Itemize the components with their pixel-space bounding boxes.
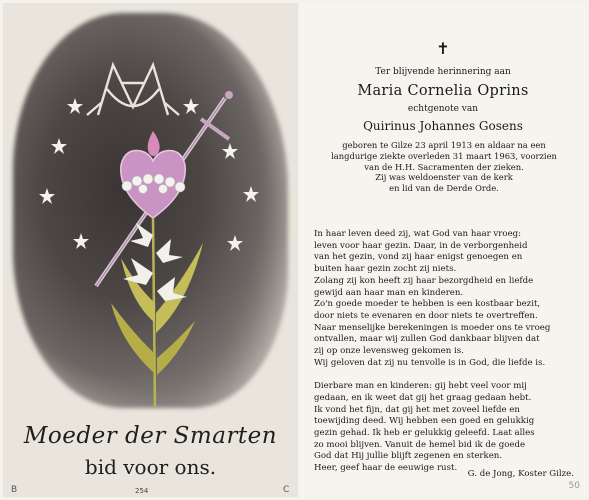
biography-line: en lid van de Derde Orde. [389,183,499,194]
flame-icon [148,131,160,156]
printer-mark-left: B [11,485,18,495]
biography-line: Zij was weldoenster van de kerk [375,172,513,183]
memorial-line: Heer, geef haar de eeuwige rust. [314,463,458,474]
memorial-line: Zolang zij kon heeft zij haar bezorgdheid en liefde [314,275,534,286]
memorial-line: Zo'n goede moeder te hebben is een kostbaar bezit, [314,299,541,310]
caption-title: Moeder der Smarten [23,423,278,449]
memorial-text-panel [300,3,586,497]
memorial-line: Naar menselijke berekeningen is moeder ons te vroeg [314,322,551,333]
star-icon [39,188,55,204]
memorial-line: Wij geloven dat zij nu tenvolle is in God, die liefde is. [314,357,546,368]
cross-icon: ✝ [436,39,450,58]
memorial-line: gewijd aan haar man en kinderen. [314,287,464,298]
star-icon [243,186,259,202]
star-icon [51,138,67,154]
biography-line: geboren te Gilze 23 april 1913 en aldaar na een [342,140,546,150]
biography-line: van de H.H. Sacramenten der zieken. [364,161,524,172]
star-icon [227,235,243,251]
caption-prayer: bid voor ons. [84,455,217,479]
printer-signature: G. de Jong, Koster Gilze. [467,469,574,479]
memorial-line: leven voor haar gezin. Daar, in de verborgenheid [314,240,528,251]
image-caption [3,423,298,479]
memorial-line: Dierbare man en kinderen: gij hebt veel voor mij [314,381,527,392]
memorial-line: zo mooi blijven. Vanuit de hemel bid ik de goede [314,439,526,450]
memorial-line: ontvallen, maar wij zullen God dankbaar blijven dat [314,334,540,345]
star-icon [222,143,238,159]
memorial-line [314,369,576,381]
memorial-line: gezin gehad. Ik heb er gelukkig geleefd. Laat alles [314,427,535,438]
remembrance-intro: Ter blijvende herinnering aan [375,67,511,77]
biography [306,140,582,194]
biography-line: langdurige ziekte overleden 31 maart 1963, voorzien [331,150,557,161]
deceased-name: Maria Cornelia Oprins [357,83,529,99]
devotional-image-panel [3,3,298,497]
memorial-line: van het gezin, vond zij haar enigst genoegen en [314,252,523,263]
star-icon [73,233,89,249]
memorial-line: door niets te evenaren en door niets te overtreffen. [314,310,538,321]
marian-monogram-icon [87,65,179,115]
memorial-line: buiten haar gezin zocht zij niets. [314,264,457,275]
memorial-line: gedaan, en ik weet dat gij het graag gedaan hebt. [314,392,532,403]
printer-mark-right: C [283,485,290,495]
memorial-line: zij op onze levensweg gekomen is. [314,346,464,357]
spouse-name: Quirinus Johannes Gosens [363,119,523,133]
print-number: 254 [135,487,149,495]
star-icon [67,98,83,114]
pencil-note: 50 [568,481,580,491]
star-icon [183,98,199,114]
memorial-line: Ik vond het fijn, dat gij het met zoveel liefde en [314,404,520,415]
memorial-line: toewijding deed. Wij hebben een goed en gelukkig [314,416,535,427]
memorial-text [314,229,576,475]
memorial-line: In haar leven deed zij, wat God van haar vroeg: [314,229,522,239]
memorial-line: God dat Hij jullie blijft zegenen en sterken. [314,451,503,462]
spouse-intro: echtgenote van [407,104,479,114]
